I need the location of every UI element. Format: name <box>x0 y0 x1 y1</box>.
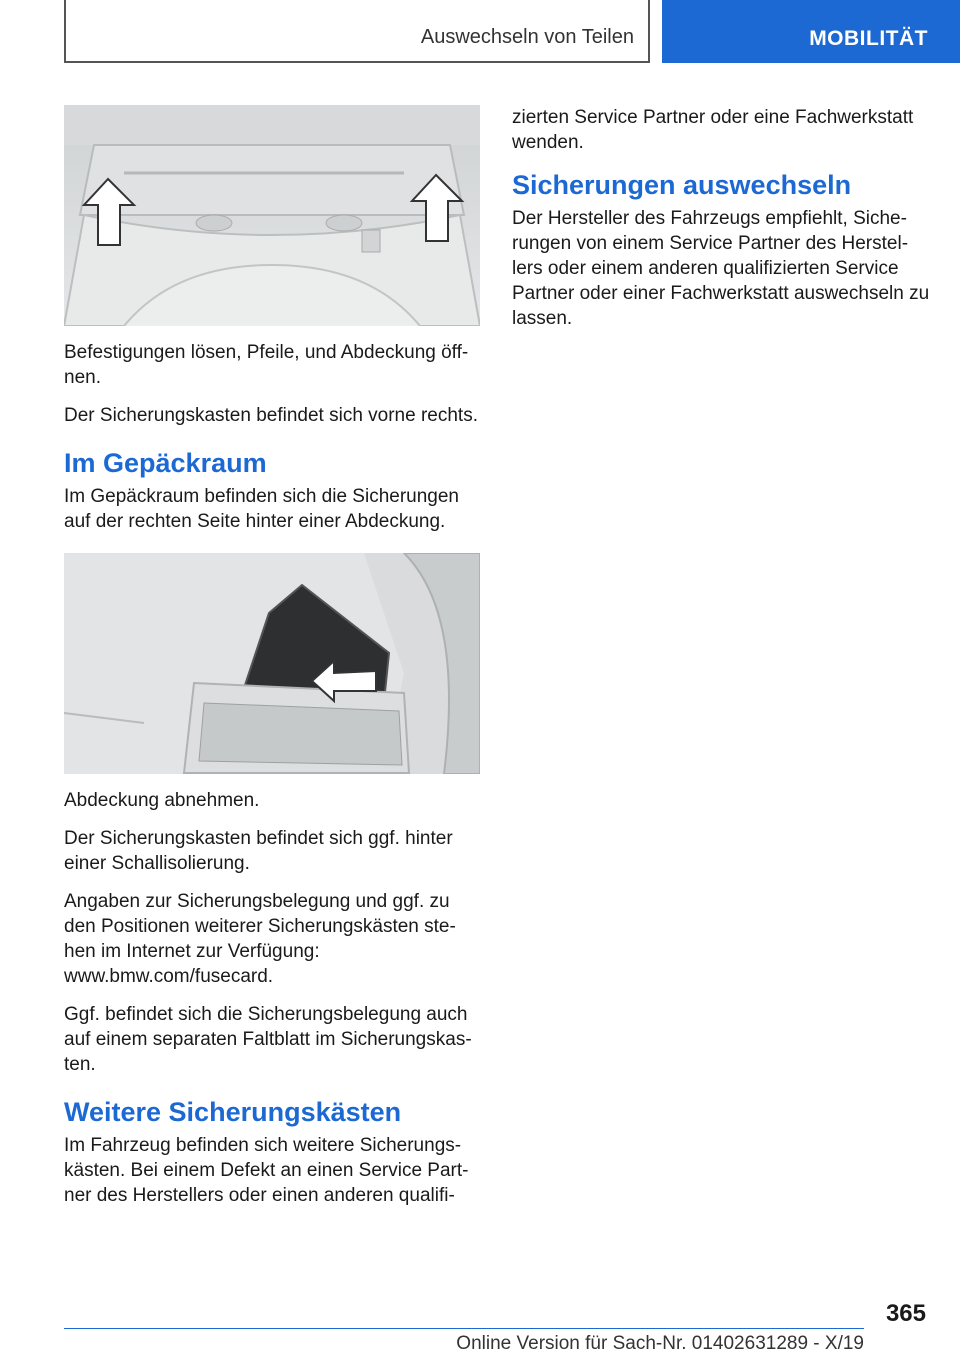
trunk-fuse-cover-illustration <box>64 553 480 774</box>
front-fuse-cover-illustration <box>64 105 480 326</box>
section-title: MOBILITÄT <box>809 27 928 50</box>
heading-sicherungen-auswechseln: Sicherungen auswechseln <box>512 170 852 200</box>
left-column <box>64 105 482 1221</box>
paragraph: Im Fahrzeug befinden sich weitere Sicherungs-kästen. Bei einem Defekt an einen Service Part-ner des Herstellers oder einen anderen qualifi- <box>64 1135 469 1206</box>
heading-im-gepaeckraum: Im Gepäckraum <box>64 448 267 478</box>
section-tab <box>662 0 960 63</box>
paragraph: zierten Service Partner oder eine Fachwerkstatt wenden. <box>512 107 914 153</box>
paragraph: Im Gepäckraum befinden sich die Sicherungen auf der rechten Seite hinter einer Abdeckung. <box>64 486 460 532</box>
paragraph: Abdeckung abnehmen. <box>64 790 260 811</box>
paragraph: Ggf. befindet sich die Sicherungsbelegung auch auf einem separaten Faltblatt im Sicherungskas-ten. <box>64 1004 472 1075</box>
paragraph: Angaben zur Sicherungsbelegung und ggf. zu den Positionen weiterer Sicherungskästen ste-hen im Internet zur Verfügung: www.bmw.com/fusecard. <box>64 891 456 987</box>
online-version-note: Online Version für Sach-Nr. 01402631289 - X/19 <box>456 1333 864 1354</box>
paragraph: Der Hersteller des Fahrzeugs empfiehlt, Siche-rungen von einem Service Partner des Herstel-lers oder einem anderen qualifizierten Service Partner oder einer Fachwerkstatt auswechseln zu lassen. <box>512 208 930 329</box>
paragraph: Der Sicherungskasten befindet sich ggf. hinter einer Schallisolierung. <box>64 828 453 874</box>
footer-divider <box>64 1328 864 1329</box>
paragraph: Befestigungen lösen, Pfeile, und Abdeckung öff-nen. <box>64 342 469 388</box>
chapter-header <box>64 0 650 63</box>
right-column <box>512 105 930 344</box>
page-number: 365 <box>885 1300 926 1327</box>
heading-weitere-sicherungskaesten: Weitere Sicherungskästen <box>64 1097 402 1127</box>
chapter-title: Auswechseln von Teilen <box>420 26 634 48</box>
paragraph: Der Sicherungskasten befindet sich vorne rechts. <box>64 405 478 426</box>
